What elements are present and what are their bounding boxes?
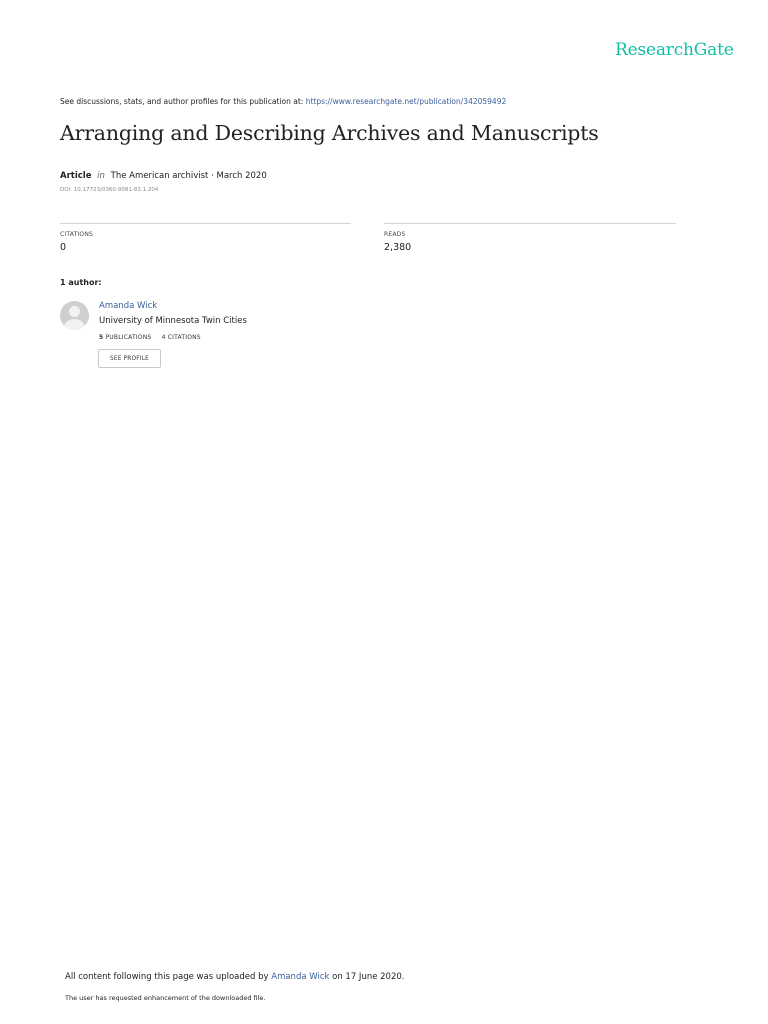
journal-date: The American archivist · March 2020 xyxy=(110,171,267,181)
upload-prefix: All content following this page was uploaded by xyxy=(65,972,269,982)
author-avatar-icon[interactable] xyxy=(60,301,89,330)
citations-label: CITATIONS xyxy=(60,231,94,238)
publication-title: Arranging and Describing Archives and Manuscripts xyxy=(60,121,599,145)
citations-value: 0 xyxy=(60,242,67,253)
publication-link[interactable]: https://www.researchgate.net/publication/342059492 xyxy=(305,97,507,106)
author-publications-label: PUBLICATIONS xyxy=(105,334,152,341)
researchgate-logo[interactable]: ResearchGate xyxy=(615,40,734,60)
see-profile-button[interactable]: SEE PROFILE xyxy=(98,349,161,368)
discussion-text: See discussions, stats, and author profiles for this publication at: xyxy=(60,97,304,106)
reads-value: 2,380 xyxy=(384,242,412,253)
author-publications-count: 5 xyxy=(99,334,104,341)
discussion-line xyxy=(60,97,506,106)
publication-type: Article xyxy=(60,171,92,181)
reads-divider xyxy=(384,223,676,224)
publication-meta xyxy=(60,171,267,181)
author-stats xyxy=(99,334,201,341)
author-name-link[interactable]: Amanda Wick xyxy=(99,301,158,311)
author-citations-count: 4 xyxy=(161,334,166,341)
author-affiliation: University of Minnesota Twin Cities xyxy=(99,316,247,326)
upload-notice xyxy=(65,972,404,982)
citations-divider xyxy=(60,223,351,224)
doi: DOI: 10.17723/0360-9081-83.1.204 xyxy=(60,187,159,193)
avatar-head xyxy=(69,306,80,317)
author-citations-label: CITATIONS xyxy=(167,334,201,341)
enhancement-note: The user has requested enhancement of the downloaded file. xyxy=(65,994,266,1002)
authors-heading: 1 author: xyxy=(60,278,102,287)
reads-label: READS xyxy=(384,231,406,238)
uploader-link[interactable]: Amanda Wick xyxy=(271,972,330,982)
upload-suffix: on 17 June 2020. xyxy=(332,972,405,982)
in-label: in xyxy=(97,171,105,181)
avatar-shoulders xyxy=(64,319,85,330)
